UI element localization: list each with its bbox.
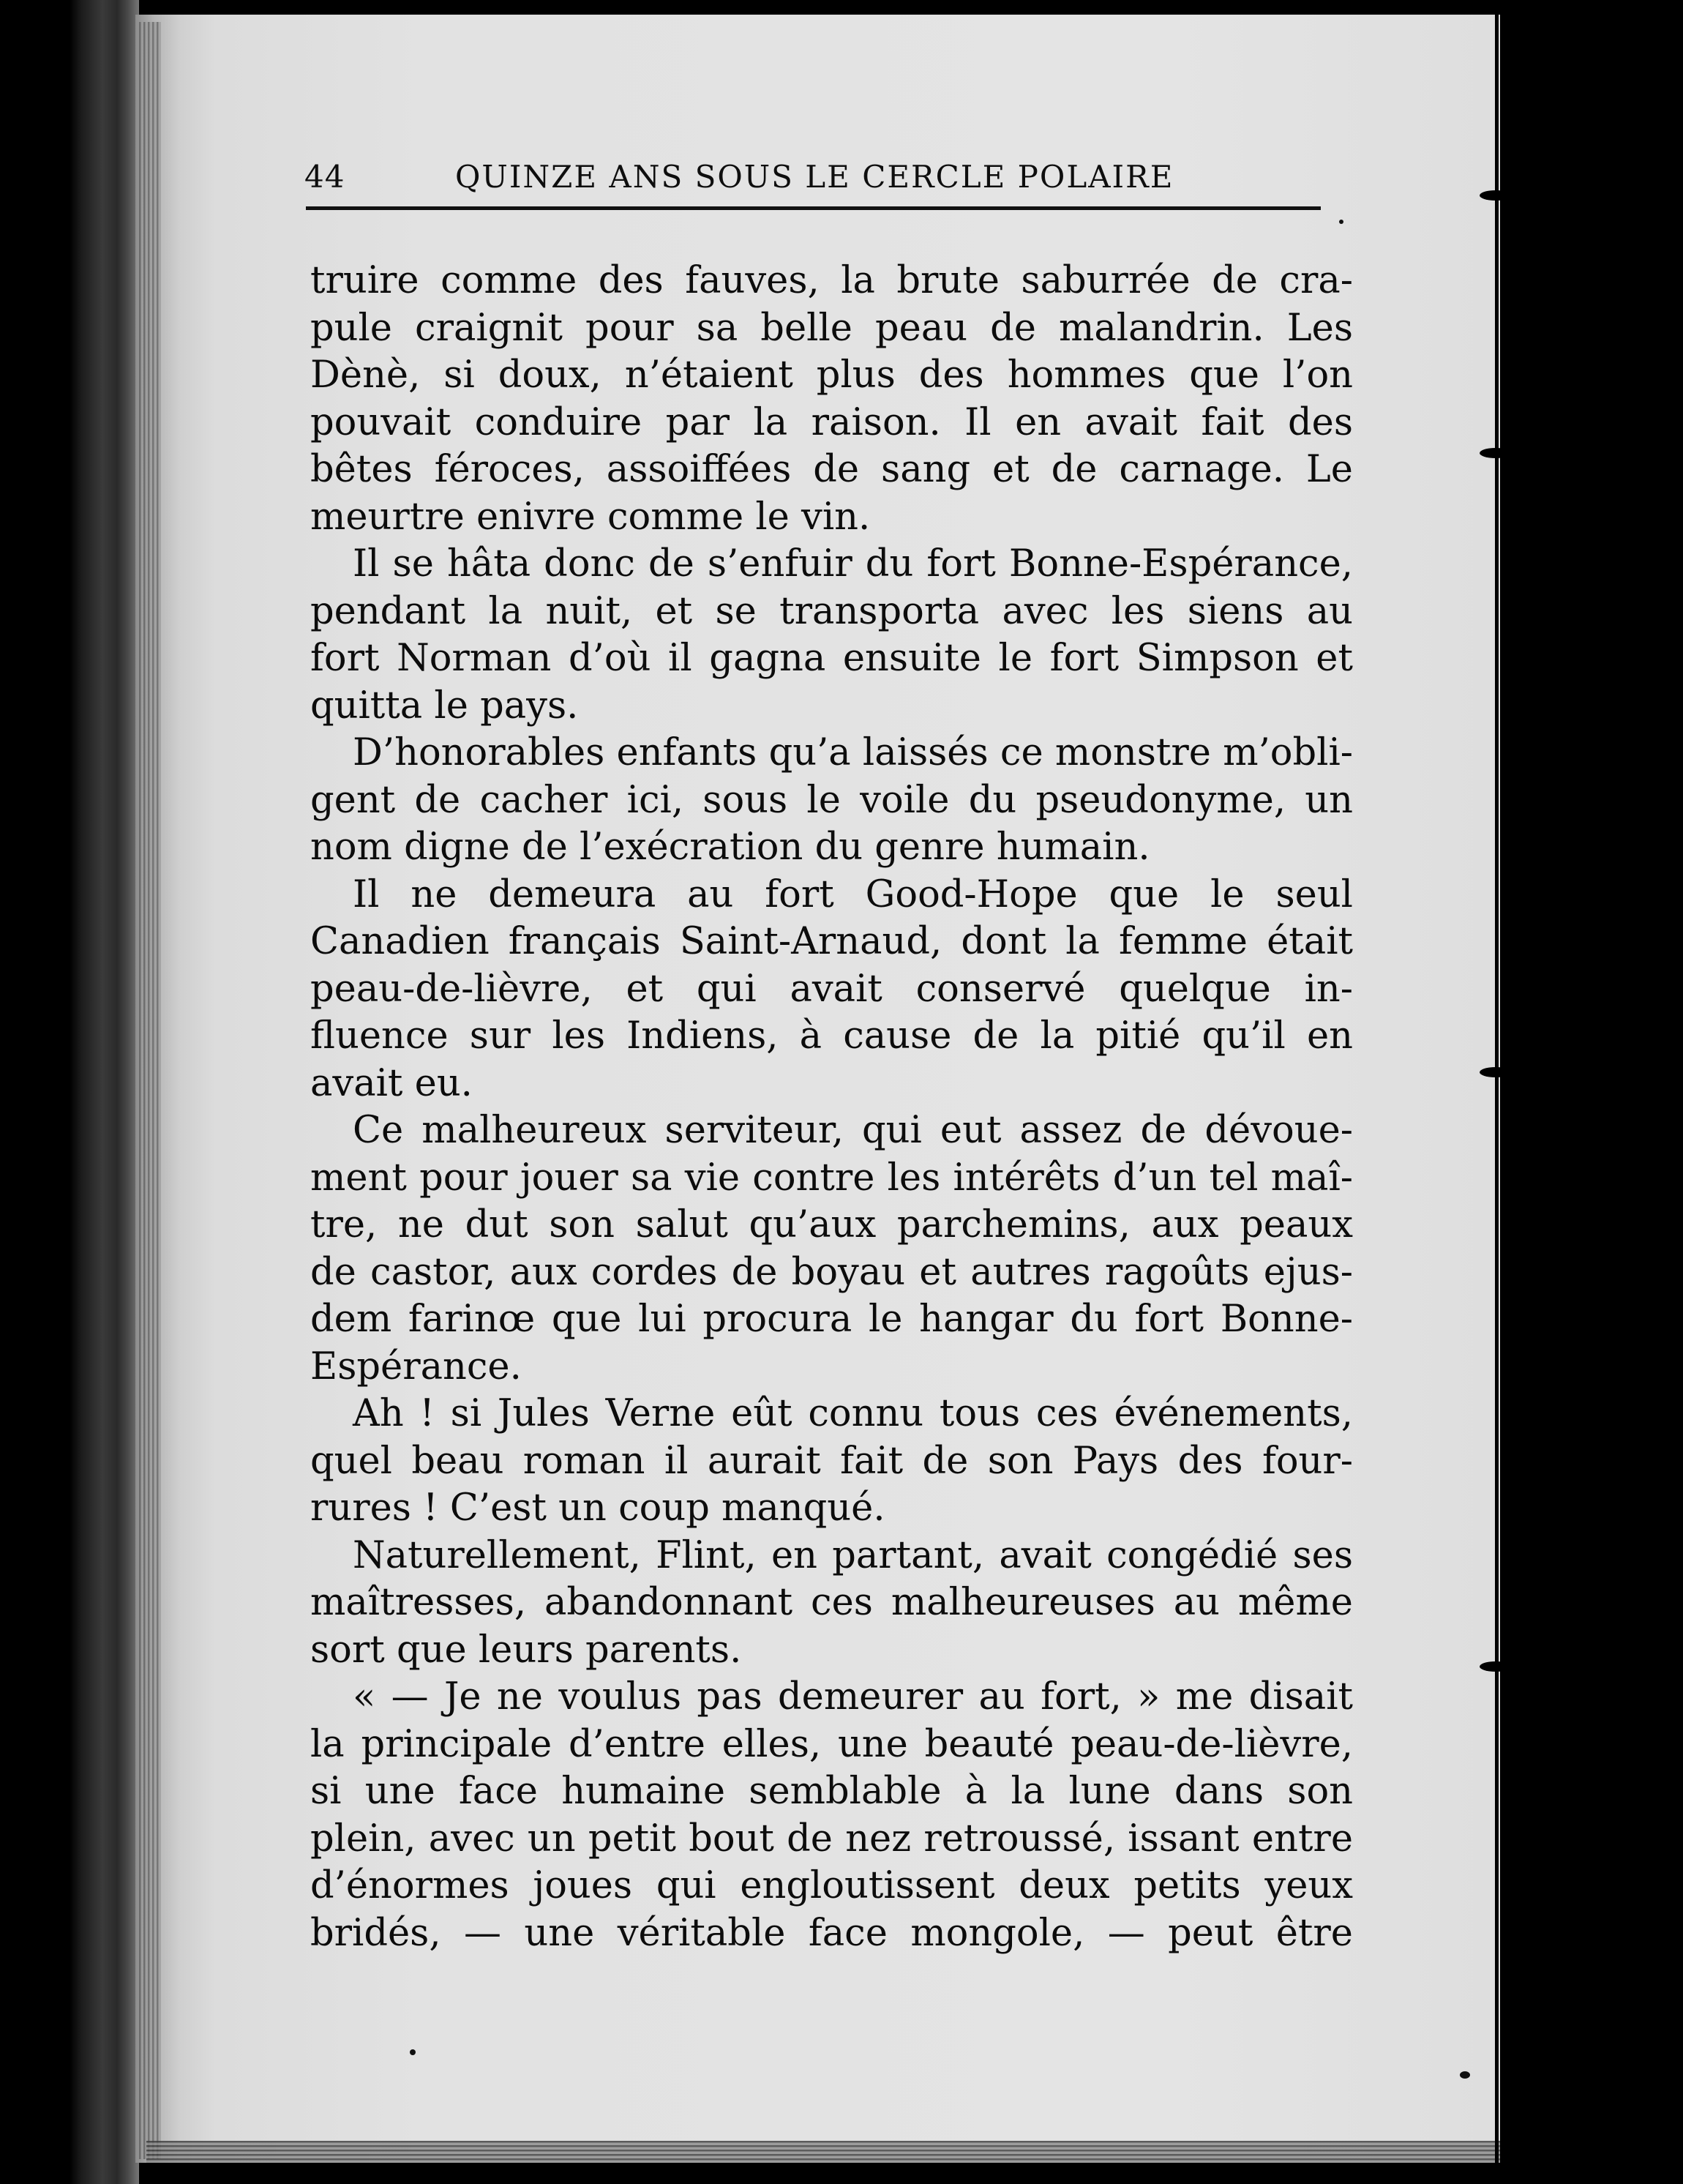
text-line: bêtes féroces, assoiffées de sang et de carnage. Le: [310, 448, 1353, 491]
text-line: Dènè, si doux, n’étaient plus des hommes que l’on: [310, 354, 1353, 397]
page-header: [304, 150, 1322, 194]
right-margin-rule: [1495, 0, 1499, 2184]
rule-marker: [1480, 448, 1512, 458]
text-line: Il se hâta donc de s’enfuir du fort Bonne-Espérance,: [353, 542, 1353, 586]
text-line: avait eu.: [310, 1061, 473, 1105]
text-line: truire comme des fauves, la brute saburrée de cra-: [310, 259, 1353, 302]
rule-marker: [1480, 1661, 1512, 1672]
text-line: peau-de-lièvre, et qui avait conservé quelque in-: [310, 967, 1353, 1011]
text-line: de castor, aux cordes de boyau et autres ragoûts ejus-: [310, 1250, 1353, 1294]
page-edge-bottom: [146, 2141, 1507, 2163]
text-line: rures ! C’est un coup manqué.: [310, 1486, 885, 1530]
text-line: pendant la nuit, et se transporta avec les siens au: [310, 589, 1353, 633]
text-line: Naturellement, Flint, en partant, avait congédié ses: [353, 1533, 1353, 1577]
body-text: [310, 258, 1353, 1957]
text-line: la principale d’entre elles, une beauté peau-de-lièvre,: [310, 1722, 1353, 1766]
text-line: dem farinœ que lui procura le hangar du fort Bonne-: [310, 1298, 1353, 1341]
scan-speck: [1339, 220, 1343, 224]
text-line: Ah ! si Jules Verne eût connu tous ces événements,: [353, 1392, 1353, 1435]
text-line: nom digne de l’exécration du genre humain.: [310, 826, 1150, 869]
rule-marker: [1480, 190, 1512, 201]
text-line: fort Norman d’où il gagna ensuite le fort Simpson et: [310, 637, 1353, 680]
text-line: Espérance.: [310, 1345, 522, 1388]
text-line: plein, avec un petit bout de nez retroussé, issant entre: [310, 1817, 1353, 1860]
text-line: ment pour jouer sa vie contre les intérêts d’un tel maî-: [310, 1156, 1353, 1200]
text-line: « — Je ne voulus pas demeurer au fort, » me disait: [353, 1675, 1353, 1719]
text-line: bridés, — une véritable face mongole, — peut être: [310, 1911, 1353, 1955]
header-rule: [306, 206, 1321, 210]
text-line: Ce malheureux serviteur, qui eut assez de dévoue-: [353, 1109, 1353, 1152]
running-title: QUINZE ANS SOUS LE CERCLE POLAIRE: [455, 159, 1174, 195]
scan-speck: [1460, 2071, 1470, 2079]
scan-border-right: [1500, 0, 1683, 2184]
scan-border-left: [0, 0, 139, 2184]
text-line: quel beau roman il aurait fait de son Pays des four-: [310, 1439, 1353, 1483]
rule-marker: [1480, 1067, 1512, 1077]
page-edge-left: [139, 22, 161, 2159]
text-line: sort que leurs parents.: [310, 1628, 742, 1672]
page-number: 44: [304, 159, 345, 195]
scan-speck: [410, 2049, 416, 2055]
text-line: pouvait conduire par la raison. Il en avait fait des: [310, 400, 1353, 444]
text-line: gent de cacher ici, sous le voile du pseudonyme, un: [310, 778, 1353, 822]
text-line: tre, ne dut son salut qu’aux parchemins, aux peaux: [310, 1203, 1353, 1246]
text-line: Canadien français Saint-Arnaud, dont la femme était: [310, 920, 1353, 963]
text-line: D’honorables enfants qu’a laissés ce monstre m’obli-: [353, 731, 1353, 774]
text-line: meurtre enivre comme le vin.: [310, 495, 871, 539]
text-line: pule craignit pour sa belle peau de malandrin. Les: [310, 306, 1353, 350]
text-line: quitta le pays.: [310, 684, 579, 728]
text-line: si une face humaine semblable à la lune dans son: [310, 1770, 1353, 1813]
text-line: maîtresses, abandonnant ces malheureuses au même: [310, 1581, 1353, 1624]
text-line: fluence sur les Indiens, à cause de la pitié qu’il en: [310, 1014, 1353, 1058]
text-line: d’énormes joues qui engloutissent deux petits yeux: [310, 1864, 1353, 1907]
text-line: Il ne demeura au fort Good-Hope que le seul: [353, 872, 1353, 916]
